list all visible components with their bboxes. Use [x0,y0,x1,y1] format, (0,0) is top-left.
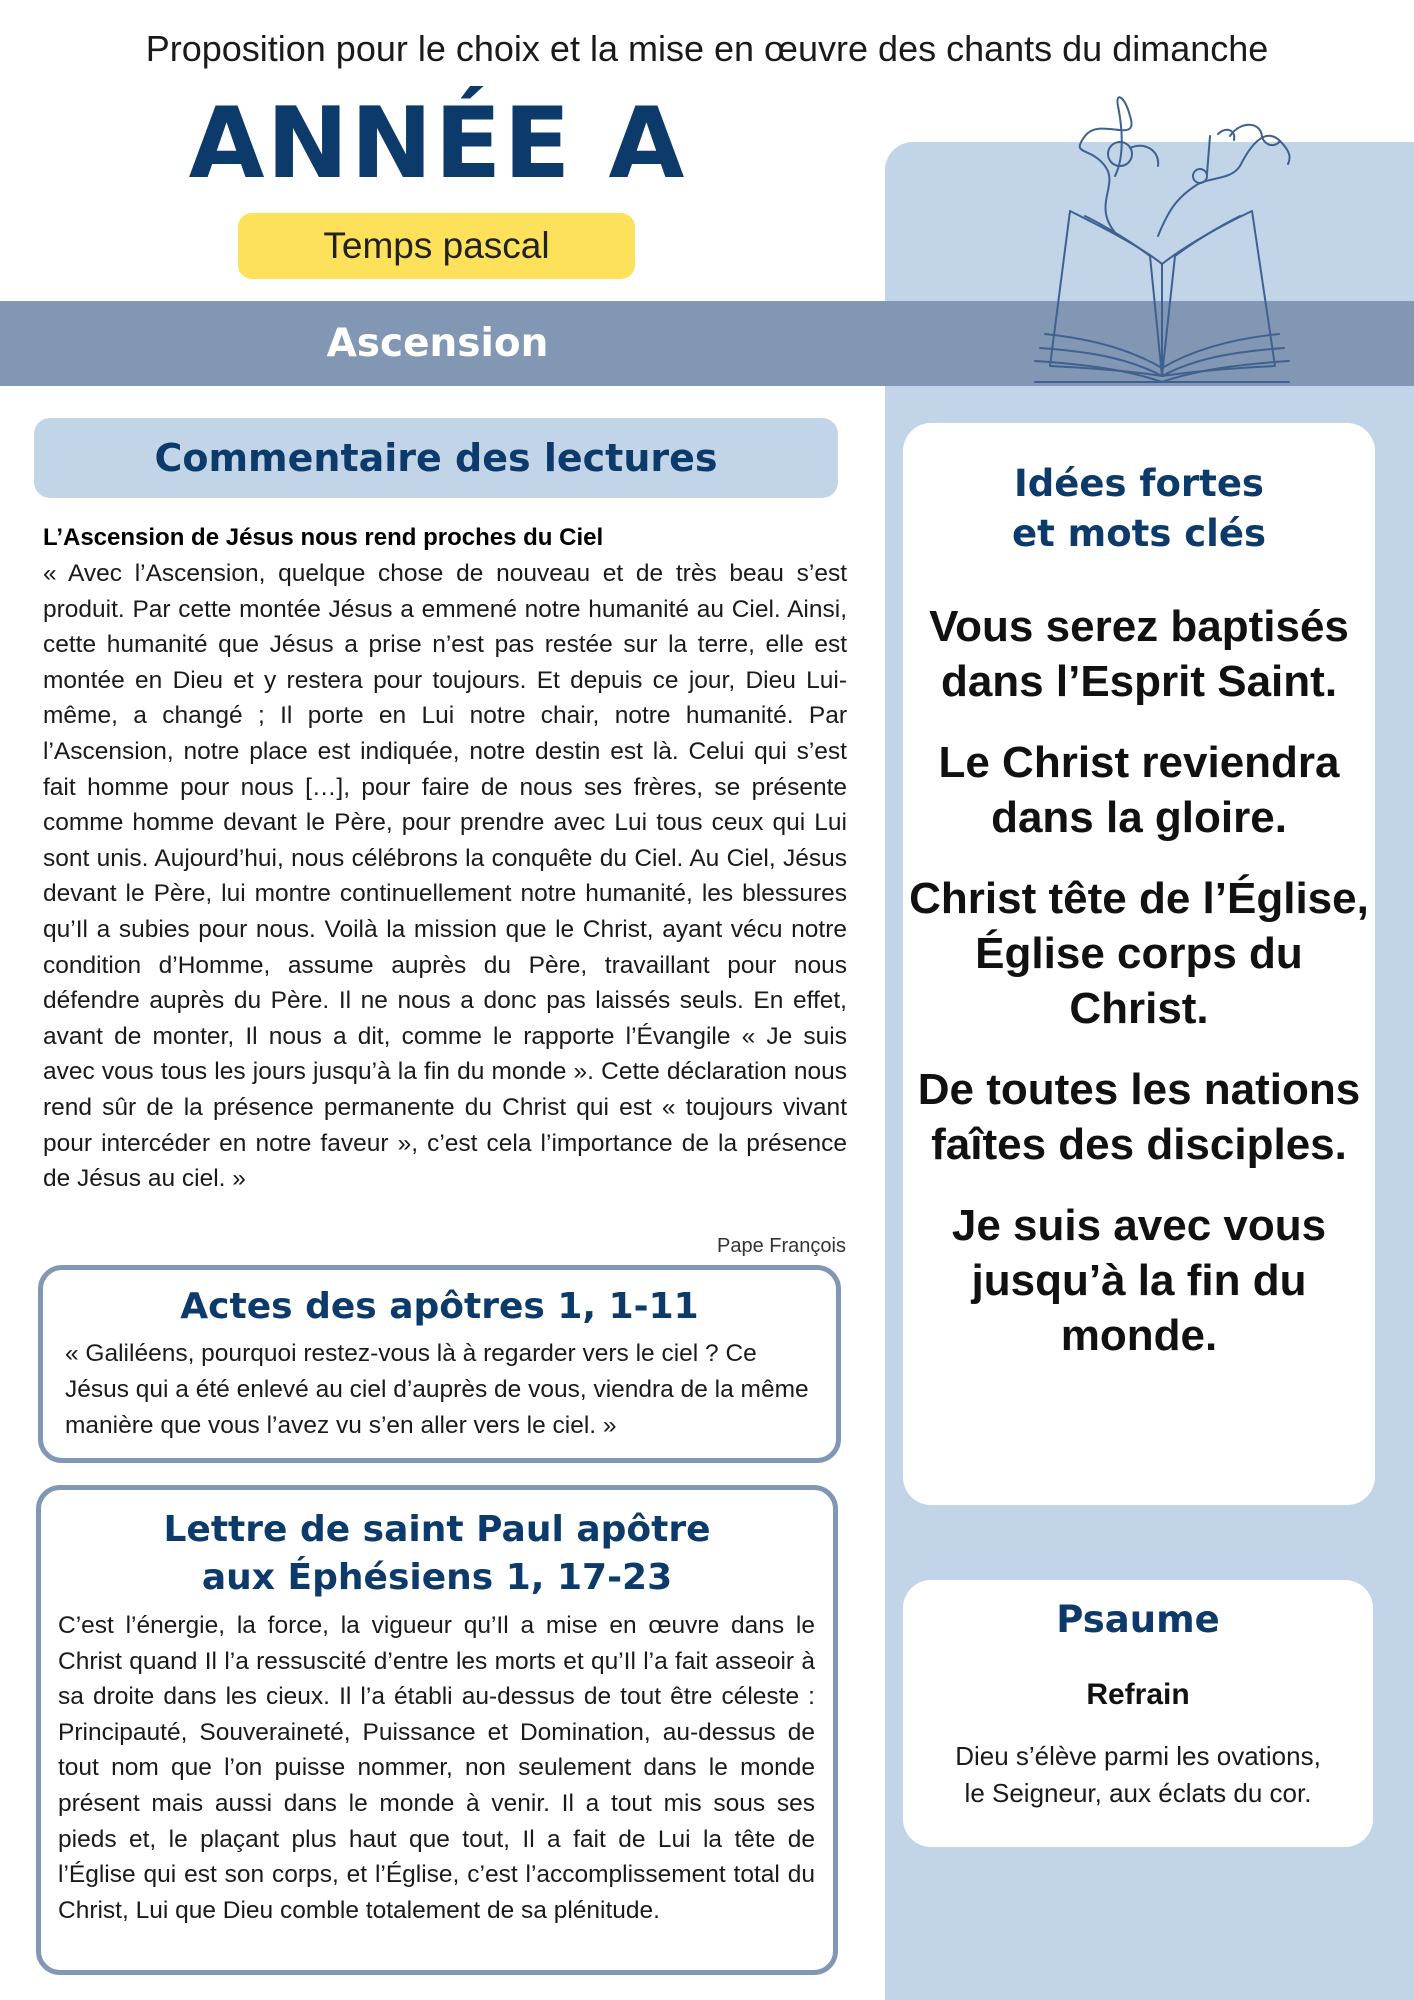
key-idea-item: Vous serez baptisés dans l’Esprit Saint. [929,602,1349,706]
reading-acts-title: Actes des apôtres 1, 1-11 [180,1286,699,1327]
reading-ephesians-title [41,1506,833,1602]
refrain-line-1: Dieu s’élève parmi les ovations, [955,1741,1321,1771]
year-title: ANNÉE A [188,87,687,201]
commentary-body: « Avec l’Ascension, quelque chose de nouveau et de très beau s’est produit. Par cette montée Jésus a emmené notre humanité au Ciel. Ainsi, cette humanité que Jésus a prise n’est pas restée sur la terre, elle est montée en Dieu et y restera pour toujours. Et depuis ce jour, Dieu Lui-même, a changé ; Il porte en Lui notre chair, notre humanité. Par l’Ascension, notre place est indiquée, notre destin est là. Celui qui s’est fait homme pour nous […], pour faire de nous ses frères, se présente comme homme devant le Père, pour prendre avec Lui tous ceux qui Lui sont unis. Aujourd’hui, nous célébrons la conquête du Ciel. Au Ciel, Jésus devant le Père, lui montre continuellement notre humanité, les blessures qu’Il a subies pour nous. Voilà la mission que le Christ, ayant vécu notre condition d’Homme, assume auprès du Père, travaillant pour nous défendre auprès du Père. Il ne nous a donc pas laissés seuls. En effet, avant de monter, Il nous a dit, comme le rapporte l’Évangile « Je suis avec vous tous les jours jusqu’à la fin du monde ». Cette déclaration nous rend sûr de la présence permanente du Christ qui est « toujours vivant pour intercéder en notre faveur », c’est cela l’importance de la présence de Jésus au ciel. » [43,560,847,1193]
reading-ephesians-box [36,1485,838,1975]
reading-ephesians-title-line1: Lettre de saint Paul apôtre [163,1509,711,1550]
key-ideas-list [903,599,1375,1389]
key-idea-item: Je suis avec vous jusqu’à la fin du monde. [951,1201,1327,1360]
commentary-author: Pape François [717,1235,846,1257]
psalm-title: Psaume [1056,1598,1220,1641]
refrain-line-2: le Seigneur, aux éclats du cor. [964,1778,1312,1808]
key-ideas-title-line2: et mots clés [1012,512,1266,555]
key-ideas-title-line1: Idées fortes [1014,462,1264,505]
key-idea-item: Christ tête de l’Église, Église corps du Christ. [909,874,1369,1033]
key-ideas-title [903,459,1375,559]
book-music-icon [1030,86,1294,386]
commentary-title: L’Ascension de Jésus nous rend proches du Ciel [43,524,604,551]
reading-acts-box [38,1265,841,1463]
season-badge: Temps pascal [238,213,635,279]
reading-ephesians-title-line2: aux Éphésiens 1, 17-23 [201,1557,673,1598]
refrain-text [923,1738,1353,1812]
refrain-label: Refrain [1086,1678,1190,1711]
page-subtitle: Proposition pour le choix et la mise en œuvre des chants du dimanche [145,28,1269,69]
feast-title: Ascension [326,321,549,366]
key-idea-item: Le Christ reviendra dans la gloire. [938,738,1340,842]
key-ideas-card [903,423,1375,1505]
key-idea-item: De toutes les nations faîtes des disciples. [917,1065,1361,1169]
psalm-card [903,1580,1373,1847]
reading-ephesians-text: C’est l’énergie, la force, la vigueur qu’Il a mise en œuvre dans le Christ quand Il l’a ressuscité d’entre les morts et qu’Il l’a fait asseoir à sa droite dans les cieux. Il l’a établi au-dessus de tout être céleste : Principauté, Souveraineté, Puissance et Domination, au-dessus de tout nom que l’on puisse nommer, non seulement dans le monde présent mais aussi dans le monde à venir. Il a tout mis sous ses pieds et, le plaçant plus haut que tout, Il a fait de Lui la tête de l’Église qui est son corps, et l’Église, c’est l’accomplissement total du Christ, Lui que Dieu comble totalement de sa plénitude. [58,1612,815,1924]
commentary-heading: Commentaire des lectures [34,418,838,498]
reading-acts-text: « Galiléens, pourquoi restez-vous là à regarder vers le ciel ? Ce Jésus qui a été enlevé au ciel d’auprès de vous, viendra de la même manière que vous l’avez vu s’en aller vers le ciel. » [65,1340,809,1439]
